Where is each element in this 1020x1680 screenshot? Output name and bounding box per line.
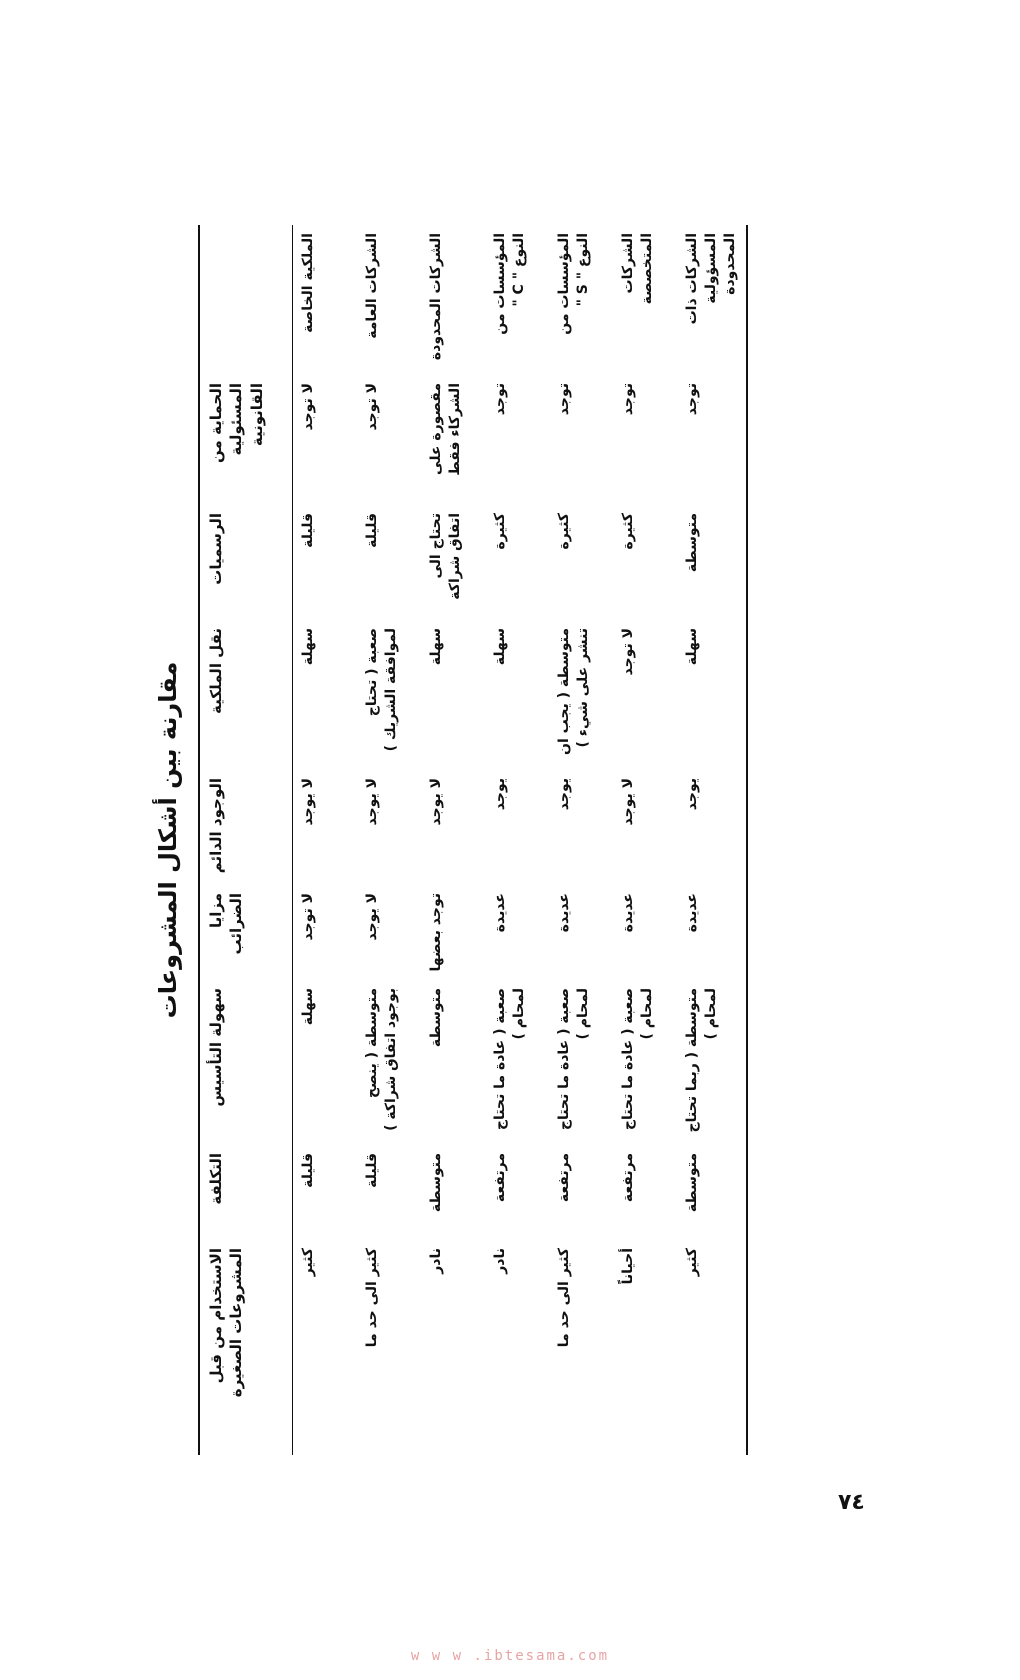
table-cell: مرتفعة xyxy=(492,1153,508,1203)
table-cell: متوسطة ( ينصح بوجود اتفاق شراكة ) xyxy=(364,988,399,1131)
watermark: w w w .ibtesama.com xyxy=(410,1648,610,1664)
table-cell: صعبة ( عادة ما تحتاج لمحام ) xyxy=(556,988,591,1131)
row-header-cell: الشركات ذات المسؤولية المحدودة xyxy=(684,233,738,325)
table-cell: صعبة ( عادة ما تحتاج لمحام ) xyxy=(620,988,655,1131)
table-cell: متوسطة xyxy=(428,988,444,1048)
table-cell: يوجد xyxy=(684,778,700,811)
table-cell: يوجد xyxy=(492,778,508,811)
table-row xyxy=(677,225,747,1455)
row-header-cell: الشركات العامة xyxy=(364,233,380,339)
table-cell: لا يوجد xyxy=(364,893,380,941)
table-cell: مرتفعة xyxy=(620,1153,636,1203)
row-header-cell: الملكية الخاصة xyxy=(300,233,316,333)
column-header: التكلفة xyxy=(199,1145,293,1240)
table-cell: توجد xyxy=(684,383,700,416)
table-cell: قليلة xyxy=(300,1153,316,1188)
table-cell: قليلة xyxy=(300,513,316,548)
table-cell: عديدة xyxy=(556,893,572,933)
table-cell: سهلة xyxy=(684,628,700,666)
table-row xyxy=(293,225,358,1455)
table-row xyxy=(549,225,613,1455)
table-row xyxy=(485,225,549,1455)
rotated-page xyxy=(150,225,870,1455)
table-cell: كثير xyxy=(300,1248,316,1277)
table-cell: نادر xyxy=(428,1248,444,1274)
column-header: الحماية من المسئولية القانونية xyxy=(199,375,293,505)
page-number: ٧٤ xyxy=(838,1490,865,1515)
table-cell: كثير الى حد ما xyxy=(364,1248,380,1348)
column-header: نقل الملكية xyxy=(199,620,293,770)
table-cell: مرتفعة xyxy=(556,1153,572,1203)
table-cell: عديدة xyxy=(492,893,508,933)
table-cell: سهلة xyxy=(300,628,316,666)
comparison-table xyxy=(198,225,748,1455)
table-row xyxy=(421,225,485,1455)
table-cell: متوسطة xyxy=(428,1153,444,1213)
row-header-cell: المؤسسات من النوع " C " xyxy=(492,233,527,335)
column-header: مزايا الضرائب xyxy=(199,885,293,980)
table-header-row xyxy=(199,225,293,1455)
table-cell: لا يوجد xyxy=(364,778,380,826)
table-cell: تحتاج الى اتفاق شراكة xyxy=(428,513,463,600)
table-cell: توجد xyxy=(556,383,572,416)
table-cell: سهلة xyxy=(428,628,444,666)
table-cell: متوسطة xyxy=(684,1153,700,1213)
table-cell: قليلة xyxy=(364,1153,380,1188)
column-header: الوجود الدائم xyxy=(199,770,293,885)
table-row xyxy=(357,225,421,1455)
table-cell: لا يوجد xyxy=(428,778,444,826)
table-cell: لا يوجد xyxy=(300,778,316,826)
table-cell: صعبة ( عادة ما تحتاج لمحام ) xyxy=(492,988,527,1131)
table-cell: لا يوجد xyxy=(620,778,636,826)
page-title: مقارنة بين أشكال المشروعات xyxy=(154,661,182,1019)
row-header-cell: الشركات المحدودة xyxy=(428,233,444,361)
table-cell: نادر xyxy=(492,1248,508,1274)
table-cell: متوسطة ( ربما تحتاج لمحام ) xyxy=(684,988,719,1133)
table-cell: كثيرة xyxy=(492,513,508,550)
table-cell: كثير الى حد ما xyxy=(556,1248,572,1348)
table-row xyxy=(613,225,677,1455)
table-cell: لا توجد xyxy=(620,628,636,676)
table-cell: عديدة xyxy=(620,893,636,933)
table-cell: كثير xyxy=(684,1248,700,1277)
column-header xyxy=(199,225,293,375)
table-cell: قليلة xyxy=(364,513,380,548)
table-cell: عديدة xyxy=(684,893,700,933)
table-cell: توجد بعضها xyxy=(428,893,444,972)
table-cell: أحياناً xyxy=(620,1248,636,1285)
table-cell: لا توجد xyxy=(300,383,316,431)
column-header: الاستخدام من قبل المشروعات الصغيرة xyxy=(199,1240,293,1455)
table-cell: لا توجد xyxy=(364,383,380,431)
table-cell: كثيرة xyxy=(556,513,572,550)
table-cell: سهلة xyxy=(300,988,316,1026)
table-cell: يوجد xyxy=(556,778,572,811)
table-cell: متوسطة ( يجب ان تنشر على شيء ) xyxy=(556,628,591,755)
column-header: الرسميات xyxy=(199,505,293,620)
row-header-cell: المؤسسات من النوع " S " xyxy=(556,233,591,335)
row-header-cell: الشركات المتخصصة xyxy=(620,233,655,305)
table-cell: توجد xyxy=(492,383,508,416)
table-cell: كثيرة xyxy=(620,513,636,550)
table-cell: مقصورة على الشركاء فقط xyxy=(428,383,463,476)
table-cell: سهلة xyxy=(492,628,508,666)
table-cell: لا توجد xyxy=(300,893,316,941)
table-cell: صعبة ( تحتاج لموافقة الشريك ) xyxy=(364,628,399,752)
column-header: سهولة التأسيس xyxy=(199,980,293,1145)
table-cell: توجد xyxy=(620,383,636,416)
table-cell: متوسطة xyxy=(684,513,700,573)
